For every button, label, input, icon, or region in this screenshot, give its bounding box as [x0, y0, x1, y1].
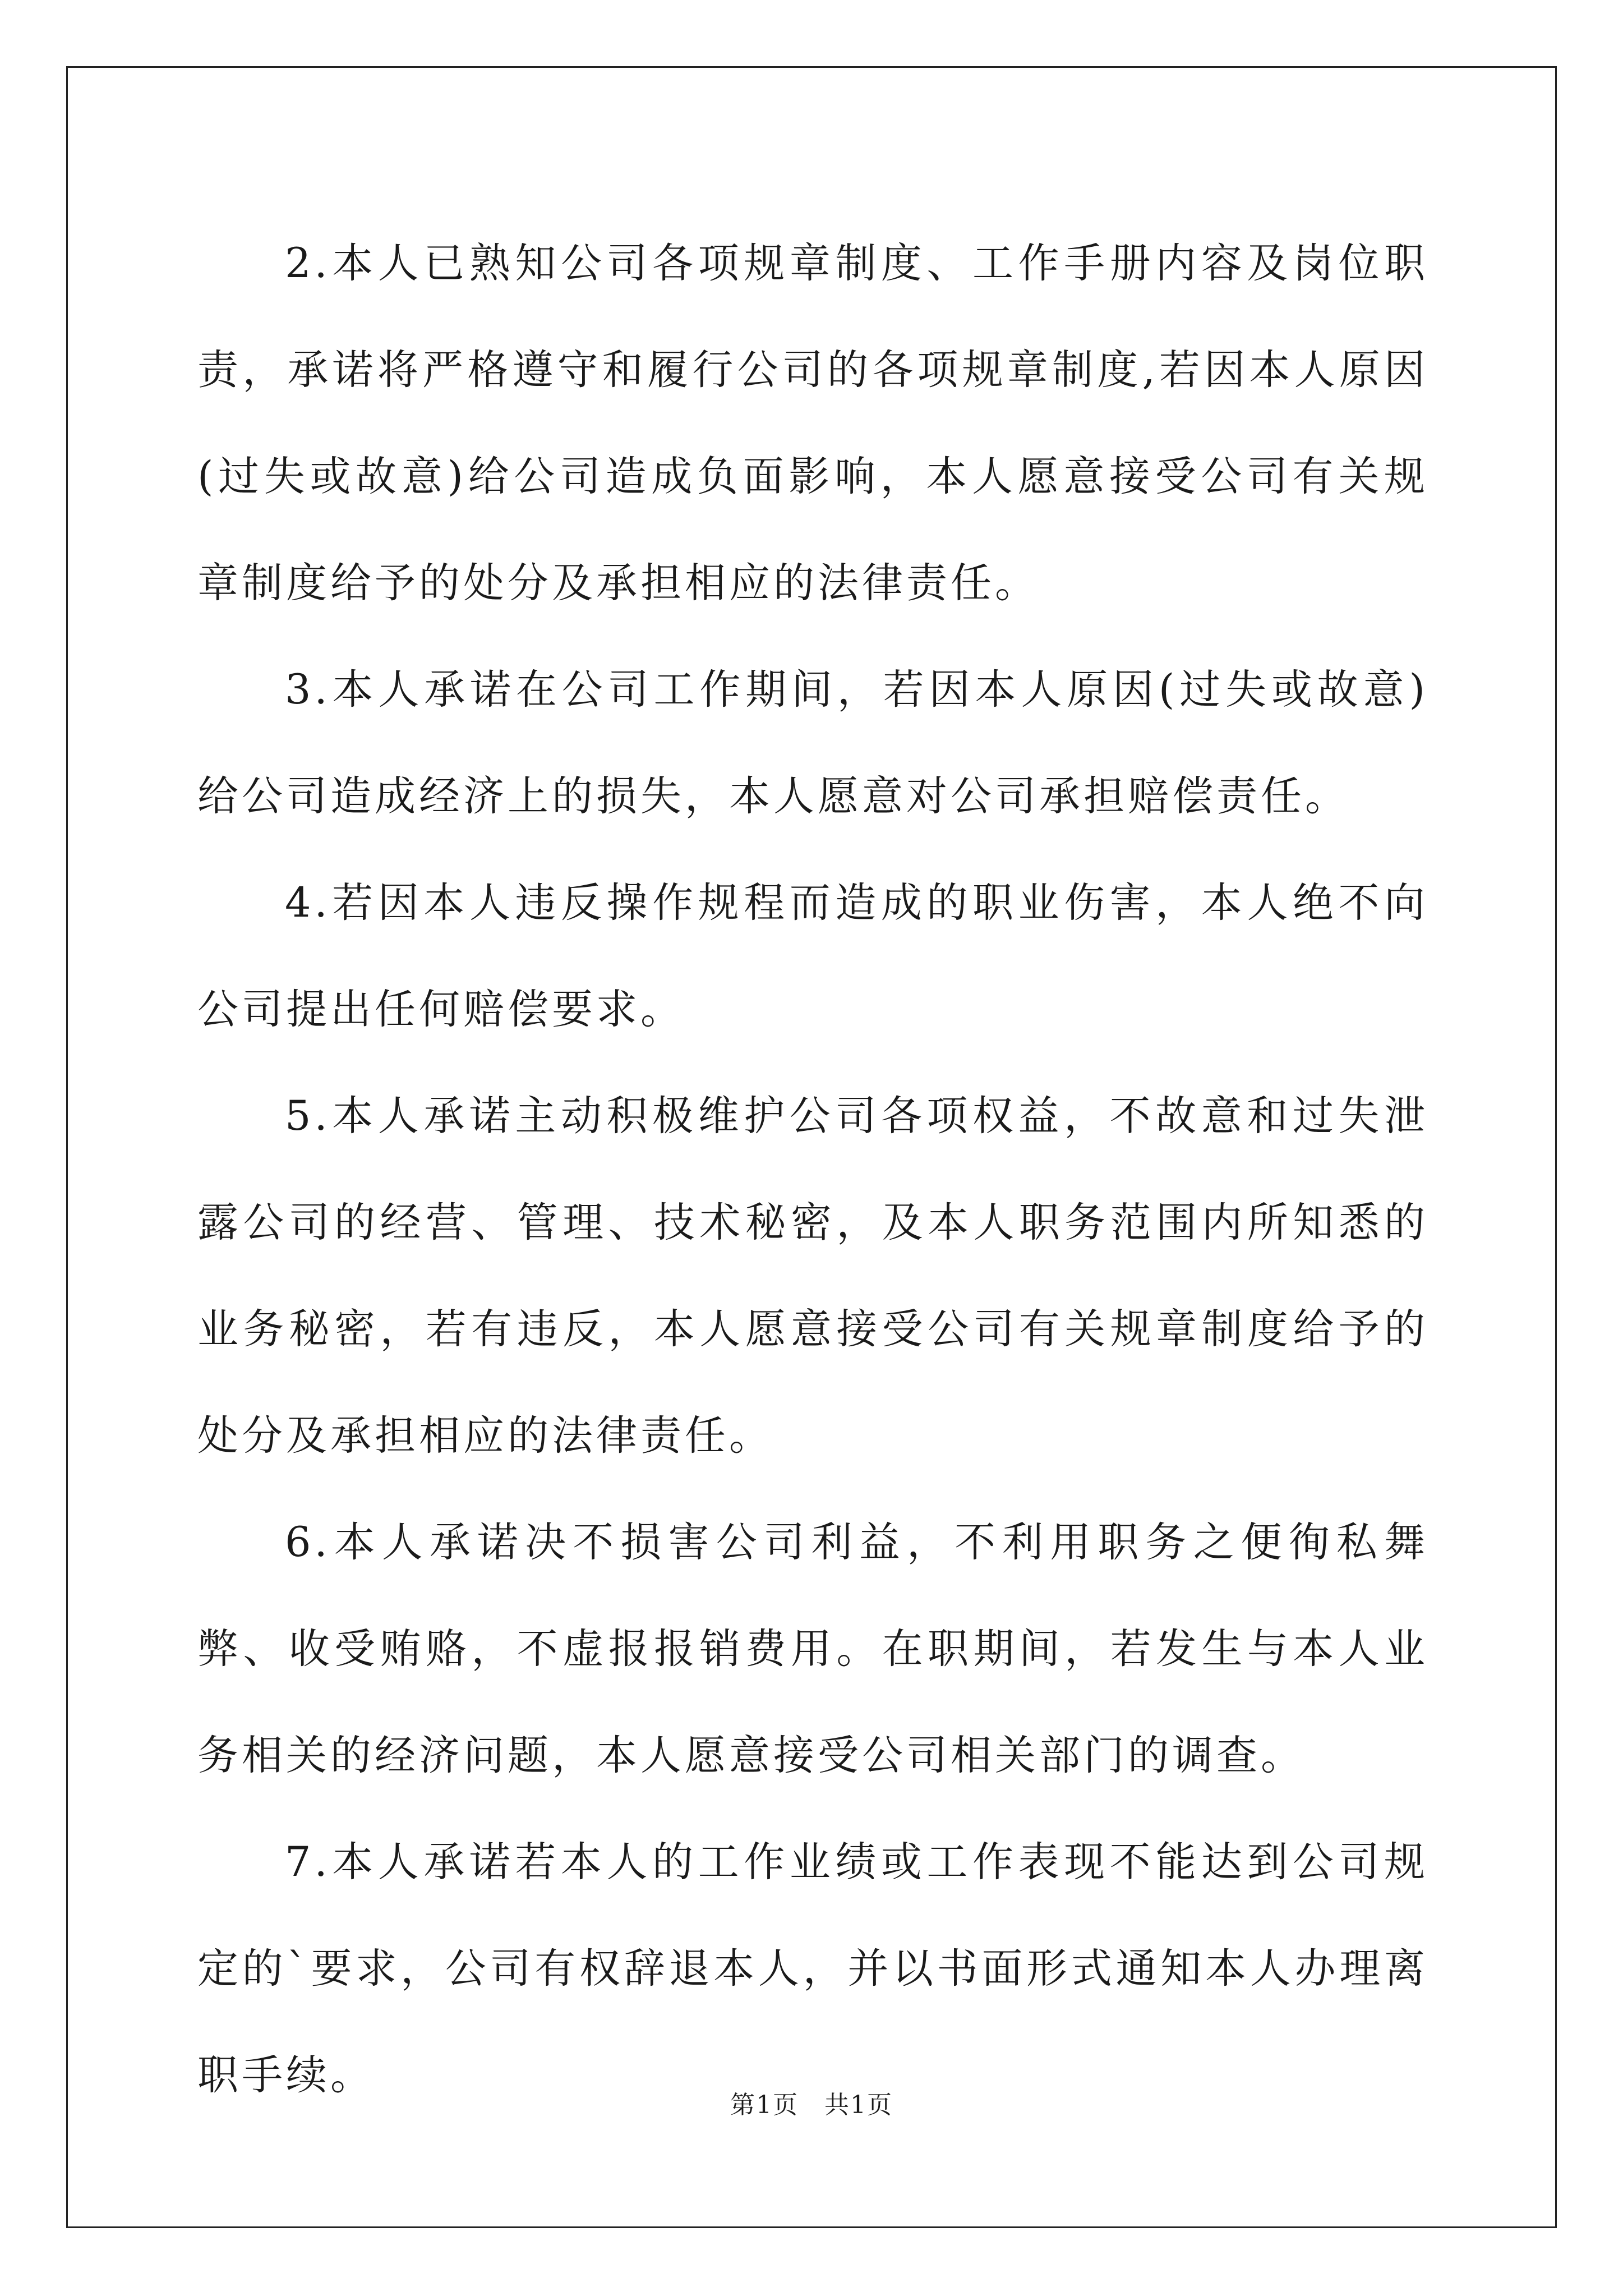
page-number-footer: 第1页 共1页	[730, 2091, 893, 2119]
paragraph-4: 4.若因本人违反操作规程而造成的职业伤害，本人绝不向公司提出任何赔偿要求。	[197, 879, 1428, 1033]
paragraph-3: 3.本人承诺在公司工作期间，若因本人原因(过失或故意)给公司造成经济上的损失，本人愿意对公司承担赔偿责任。	[197, 666, 1428, 820]
paragraph-2: 2.本人已熟知公司各项规章制度、工作手册内容及岗位职责，承诺将严格遵守和履行公司的各项规章制度,若因本人原因(过失或故意)给公司造成负面影响，本人愿意接受公司有关规章制度给予的处分及承担相应的法律责任。	[197, 240, 1428, 607]
document-body	[197, 210, 1428, 2129]
paragraph-6: 6.本人承诺决不损害公司利益，不利用职务之便徇私舞弊、收受贿赂，不虚报报销费用。在职期间，若发生与本人业务相关的经济问题，本人愿意接受公司相关部门的调查。	[197, 1519, 1428, 1779]
paragraph-5: 5.本人承诺主动积极维护公司各项权益，不故意和过失泄露公司的经营、管理、技术秘密，及本人职务范围内所知悉的业务秘密，若有违反，本人愿意接受公司有关规章制度给予的处分及承担相应的法律责任。	[197, 1092, 1428, 1460]
paragraph-7: 7.本人承诺若本人的工作业绩或工作表现不能达到公司规定的`要求，公司有权辞退本人，并以书面形式通知本人办理离职手续。	[197, 1838, 1428, 2099]
